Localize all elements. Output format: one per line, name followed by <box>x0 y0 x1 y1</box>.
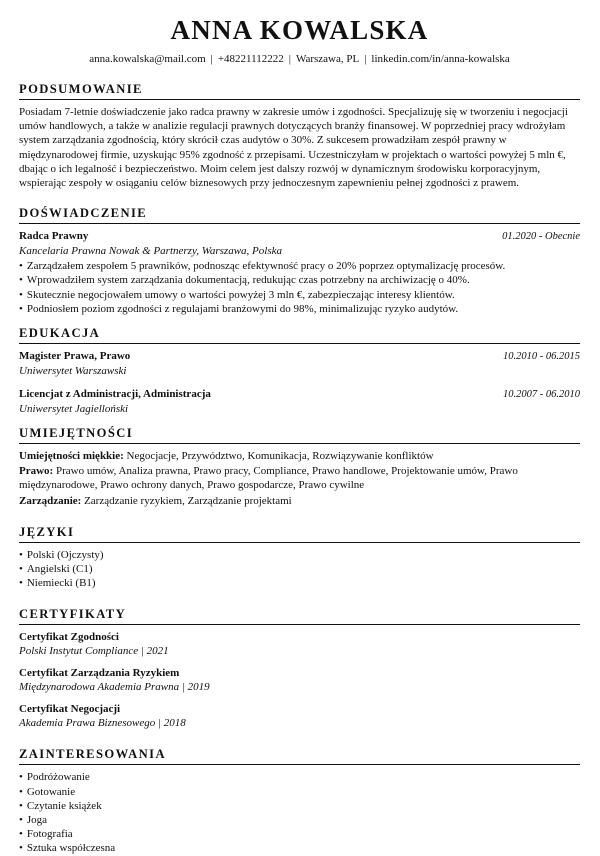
education-school: Uniwersytet Warszawski <box>19 365 127 378</box>
certificate-issuer: Polski Instytut Compliance | 2021 <box>19 645 169 658</box>
skill-group-value: Zarządzanie ryzykiem, Zarządzanie projektami <box>84 494 292 507</box>
contact-location: Warszawa, PL <box>295 53 360 65</box>
list-item: • Czytanie książek <box>19 799 580 813</box>
certificate-name: Certyfikat Zarządzania Ryzykiem <box>19 667 180 680</box>
list-item: • Polski (Ojczysty) <box>19 548 580 562</box>
skills-section <box>19 426 580 508</box>
contact-phone: +48221112222 <box>217 53 284 65</box>
section-title-education: EDUKACJA <box>19 326 580 344</box>
job-role: Radca Prawny <box>19 230 89 243</box>
list-item: • Skutecznie negocjowałem umowy o wartości powyżej 3 mln €, zabezpieczając interesy klientów. <box>19 288 580 302</box>
section-title-summary: PODSUMOWANIE <box>19 82 580 100</box>
languages-list <box>19 548 580 591</box>
certificate-entry <box>19 702 580 730</box>
skill-group-label: Zarządzanie: <box>19 494 82 507</box>
certificate-issuer: Międzynarodowa Akademia Prawna | 2019 <box>19 681 210 694</box>
list-item: • Podróżowanie <box>19 770 580 784</box>
list-item: • Gotowanie <box>19 785 580 799</box>
languages-section <box>19 525 580 591</box>
skill-group-value: Prawo umów, Analiza prawna, Prawo pracy, Compliance, Prawo handlowe, Projektowanie umów, Prawo międzynarodowe, Prawo ochrony danych, Prawo gospodarcze, Prawo cywilne <box>19 465 518 492</box>
summary-section <box>19 82 580 190</box>
summary-text: Posiadam 7-letnie doświadczenie jako radca prawny w zakresie umów i zgodności. Specjalizuję się w tworzeniu i negocjacji umów handlowych, a także w analizie regulacji prawnych dotyczących branży finansowej. W poprzedniej pracy wdrożyłam system zarządzania zgodnością, który skrócił czas audytów o 30%. Z sukcesem prowadziłam zespół prawny w międzynarodowej firmie, uzyskując 95% zgodność z przepisami. Uczestniczyłam w projektach o wartości powyżej 5 mln €, dbając o ich legalność i bezpieczeństwo. Moim celem jest dalszy rozwój w dynamicznym środowisku korporacyjnym, wspierając zespoły w osiąganiu celów biznesowych przy jednoczesnym zapewnieniu pełnej zgodności z prawem. <box>19 106 568 190</box>
list-item: • Zarządzałem zespołem 5 prawników, podnosząc efektywność pracy o 20% poprzez optymalizację procesów. <box>19 259 580 273</box>
list-item: • Niemiecki (B1) <box>19 576 580 590</box>
education-dates: 10.2010 - 06.2015 <box>503 351 580 363</box>
certificate-entry <box>19 666 580 694</box>
education-section <box>19 326 580 416</box>
section-title-certificates: CERTYFIKATY <box>19 607 580 625</box>
list-item: • Fotografia <box>19 827 580 841</box>
education-school: Uniwersytet Jagielloński <box>19 403 129 416</box>
experience-entry <box>19 229 580 316</box>
contact-linkedin: linkedin.com/in/anna-kowalska <box>371 53 510 65</box>
certificate-name: Certyfikat Zgodności <box>19 631 119 644</box>
skill-group <box>19 494 580 508</box>
education-entry <box>19 387 580 416</box>
certificate-name: Certyfikat Negocjacji <box>19 703 121 716</box>
contact-separator: | <box>210 53 213 65</box>
contact-separator: | <box>288 53 291 65</box>
list-item: • Joga <box>19 813 580 827</box>
list-item: • Wprowadziłem system zarządzania dokumentacją, redukując czas potrzebny na archiwizację o 40%. <box>19 273 580 287</box>
skill-group-label: Umiejętności miękkie: <box>19 450 124 463</box>
job-company: Kancelaria Prawna Nowak & Partnerzy, Warszawa, Polska <box>19 245 282 258</box>
skill-group <box>19 449 580 463</box>
section-title-languages: JĘZYKI <box>19 525 580 543</box>
education-degree: Magister Prawa, Prawo <box>19 350 131 363</box>
list-item: • Podniosłem poziom zgodności z regulajami branżowymi do 98%, minimalizując ryzyko audytów. <box>19 302 580 316</box>
job-dates: 01.2020 - Obecnie <box>502 231 580 243</box>
skill-group <box>19 464 580 492</box>
section-title-interests: ZAINTERESOWANIA <box>19 747 580 765</box>
experience-section <box>19 206 580 316</box>
interests-section <box>19 747 580 855</box>
list-item: • Angielski (C1) <box>19 562 580 576</box>
skill-group-value: Negocjacje, Przywództwo, Komunikacja, Rozwiązywanie konfliktów <box>126 450 434 463</box>
certificate-entry <box>19 630 580 658</box>
interests-list <box>19 770 580 855</box>
education-entry <box>19 349 580 378</box>
candidate-name: ANNA KOWALSKA <box>170 15 429 45</box>
job-bullets <box>19 259 580 316</box>
skill-group-label: Prawo: <box>19 465 54 478</box>
certificates-section <box>19 607 580 730</box>
list-item: • Sztuka współczesna <box>19 841 580 855</box>
education-dates: 10.2007 - 06.2010 <box>503 389 580 401</box>
section-title-experience: DOŚWIADCZENIE <box>19 206 580 224</box>
section-title-skills: UMIEJĘTNOŚCI <box>19 426 580 444</box>
contact-email: anna.kowalska@mail.com <box>89 53 206 65</box>
contact-separator: | <box>364 53 367 65</box>
education-degree: Licencjat z Administracji, Administracja <box>19 388 211 401</box>
contact-line <box>19 52 580 66</box>
certificate-issuer: Akademia Prawa Biznesowego | 2018 <box>19 717 186 730</box>
